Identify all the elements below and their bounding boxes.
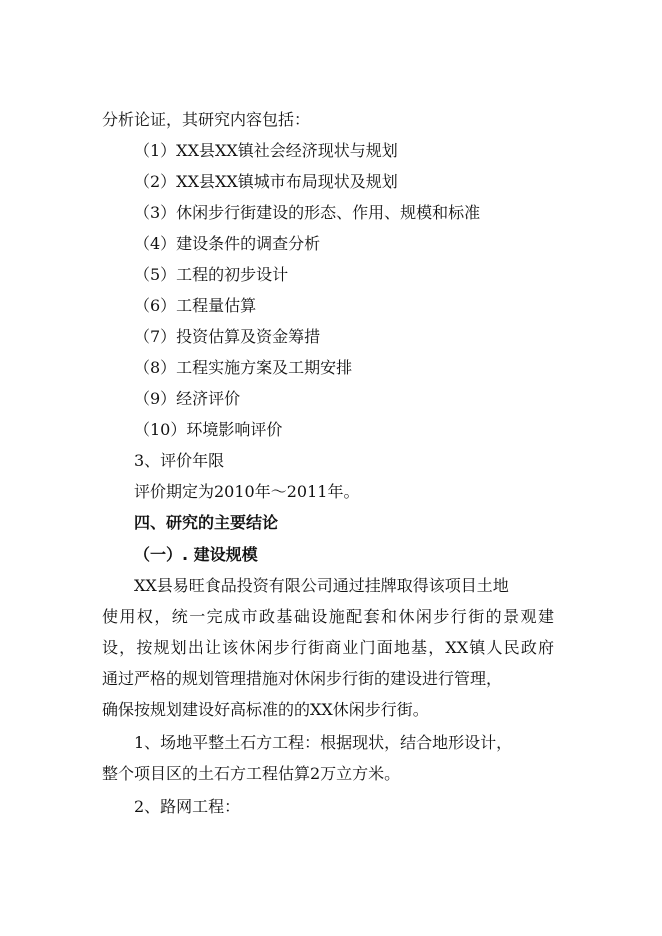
section3-text: 评价期定为2010年～2011年。 bbox=[134, 482, 360, 501]
research-item: （5）工程的初步设计 bbox=[134, 265, 289, 284]
item2-line: 2、路网工程： bbox=[134, 797, 241, 816]
subsection1-heading: （一）. 建设规模 bbox=[134, 545, 258, 564]
paragraph-line: 使用权，统一完成市政基础设施配套和休闲步行街的景观建 bbox=[102, 607, 554, 626]
section4-heading: 四、研究的主要结论 bbox=[134, 513, 279, 532]
research-item: （10）环境影响评价 bbox=[134, 420, 283, 439]
research-item: （6）工程量估算 bbox=[134, 296, 257, 315]
research-item: （4）建设条件的调查分析 bbox=[134, 234, 321, 253]
paragraph-line: 确保按规划建设好高标准的的XX休闲步行街。 bbox=[102, 700, 429, 719]
research-item: （8）工程实施方案及工期安排 bbox=[134, 358, 353, 377]
research-item: （1）XX县XX镇社会经济现状与规划 bbox=[134, 141, 398, 160]
research-item: （7）投资估算及资金筹措 bbox=[134, 327, 321, 346]
item1-line: 整个项目区的土石方工程估算2万立方米。 bbox=[102, 764, 401, 783]
item1-line: 1、场地平整土石方工程：根据现状，结合地形设计， bbox=[134, 733, 513, 752]
paragraph-line: 设，按规划出让该休闲步行街商业门面地基，XX镇人民政府 bbox=[102, 638, 554, 657]
intro-line: 分析论证，其研究内容包括： bbox=[102, 110, 311, 129]
section3-heading: 3、评价年限 bbox=[134, 451, 225, 470]
research-item: （9）经济评价 bbox=[134, 389, 241, 408]
paragraph-line: 通过严格的规划管理措施对休闲步行街的建设进行管理， bbox=[102, 669, 503, 688]
paragraph-line: XX县易旺食品投资有限公司通过挂牌取得该项目土地 bbox=[134, 576, 509, 595]
research-item: （3）休闲步行街建设的形态、作用、规模和标准 bbox=[134, 203, 481, 222]
research-item: （2）XX县XX镇城市布局现状及规划 bbox=[134, 172, 398, 191]
